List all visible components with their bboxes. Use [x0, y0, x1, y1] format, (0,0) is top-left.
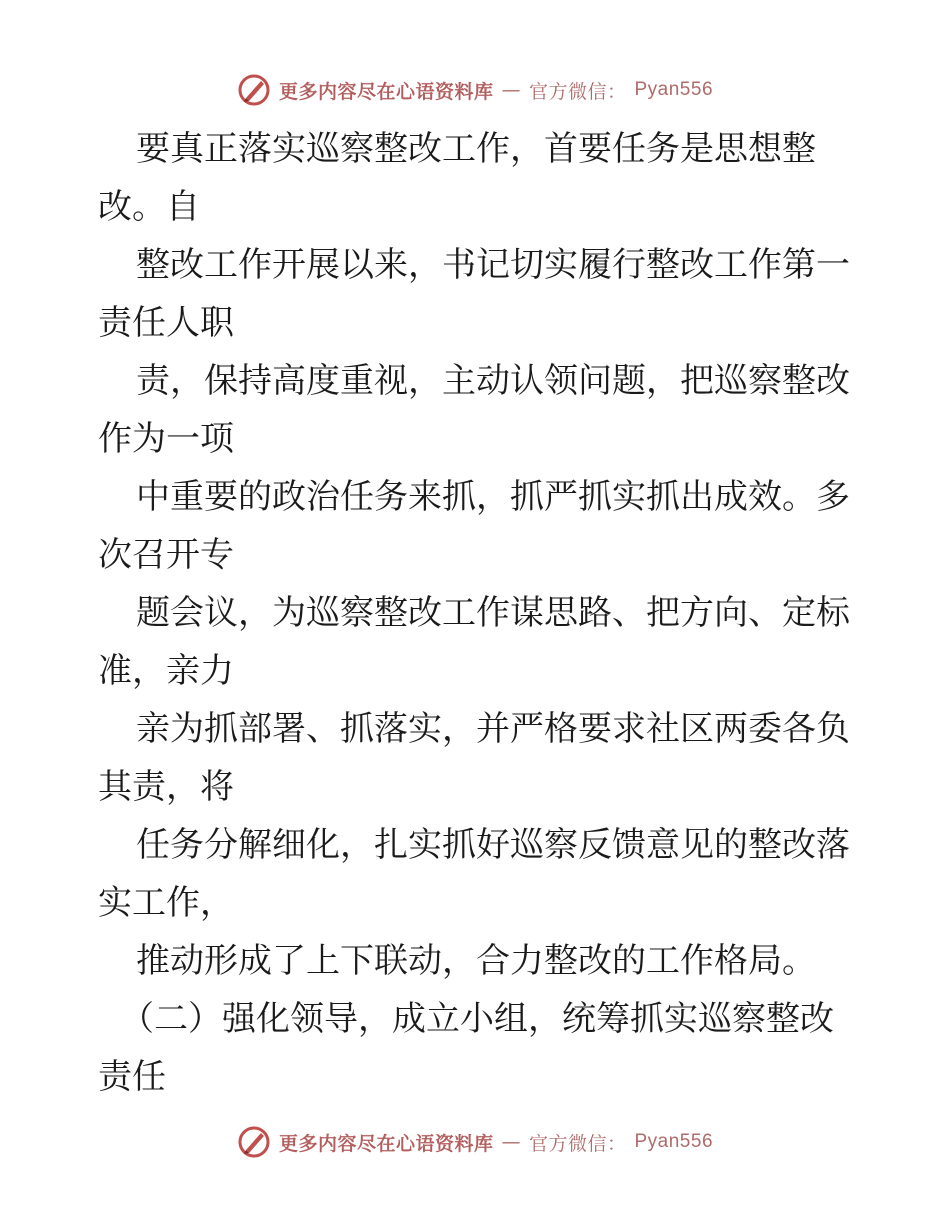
text-line: 中重要的政治任务来抓，抓严抓实抓出成效。多: [136, 477, 850, 517]
text-line: 次召开专: [98, 535, 234, 575]
banner-slogan: 更多内容尽在心语资料库: [278, 80, 494, 103]
pen-logo-icon: [237, 73, 271, 107]
banner-wechat-id: Pyan556: [634, 79, 714, 100]
banner-dash: —: [501, 1131, 521, 1153]
text-line: 任务分解细化，扎实抓好巡察反馈意见的整改落: [136, 825, 850, 865]
footer-banner: [0, 1122, 950, 1162]
text-line: 责，保持高度重视，主动认领问题，把巡察整改: [136, 361, 850, 401]
text-line: 责任: [98, 1057, 166, 1097]
text-line: 改。自: [98, 187, 200, 227]
text-line: 题会议，为巡察整改工作谋思路、把方向、定标: [136, 593, 850, 633]
text-line: 责任人职: [98, 303, 234, 343]
banner-slogan: 更多内容尽在心语资料库: [278, 1132, 494, 1155]
text-line: 准，亲力: [98, 651, 234, 691]
text-line: 作为一项: [98, 419, 234, 459]
text-line: 整改工作开展以来，书记切实履行整改工作第一: [136, 245, 850, 285]
document-body: [98, 120, 858, 1106]
banner-wechat-label: 官方微信：: [528, 80, 627, 103]
banner-wechat-id: Pyan556: [634, 1131, 714, 1152]
section-heading-line: （二）强化领导，成立小组，统筹抓实巡察整改: [120, 999, 834, 1039]
header-banner: [0, 70, 950, 110]
text-line: 其责，将: [98, 767, 234, 807]
text-line: 推动形成了上下联动，合力整改的工作格局。: [136, 941, 816, 981]
banner-dash: —: [501, 79, 521, 101]
banner-wechat-label: 官方微信：: [528, 1132, 627, 1155]
text-line: 要真正落实巡察整改工作，首要任务是思想整: [136, 129, 816, 169]
pen-logo-icon: [237, 1125, 271, 1159]
text-line: 实工作，: [98, 883, 234, 923]
text-line: 亲为抓部署、抓落实，并严格要求社区两委各负: [136, 709, 850, 749]
